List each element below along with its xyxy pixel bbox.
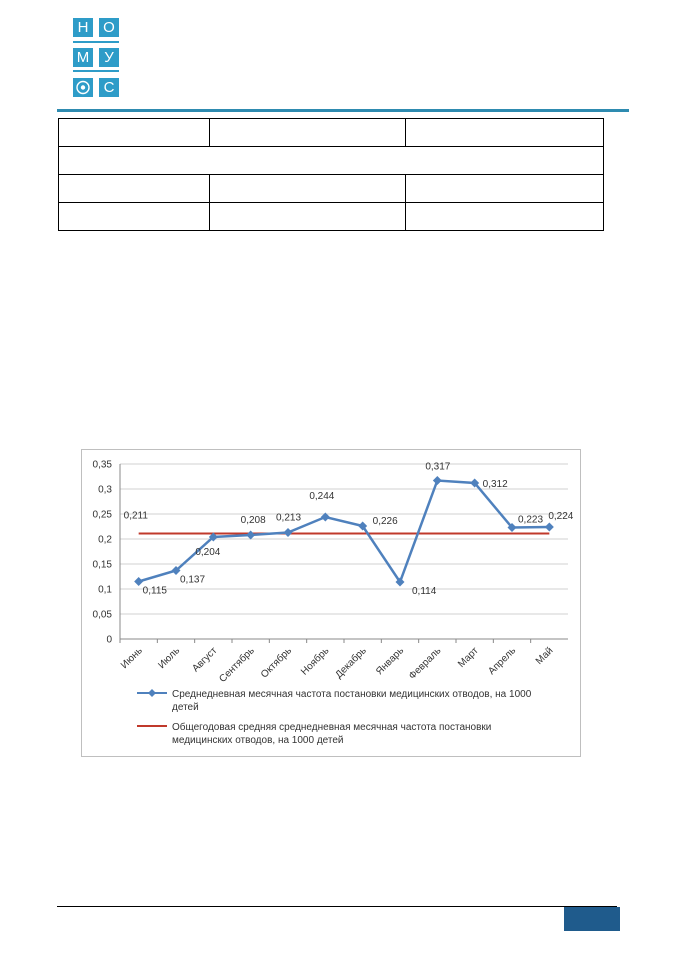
nomus-logo xyxy=(73,18,119,102)
chart-legend xyxy=(137,689,532,746)
table-row xyxy=(59,203,604,231)
table-cell xyxy=(406,119,604,147)
legend-series-text: детей xyxy=(172,702,199,713)
table-cell xyxy=(406,203,604,231)
y-tick-label: 0,15 xyxy=(92,559,112,571)
chart-gridlines xyxy=(120,461,568,643)
y-tick-label: 0,35 xyxy=(92,459,112,471)
table-cell xyxy=(59,147,604,175)
data-label: 0,213 xyxy=(276,512,302,524)
table-row xyxy=(59,147,604,175)
table-cell xyxy=(210,203,406,231)
y-tick-label: 0,1 xyxy=(98,584,112,596)
data-label: 0,224 xyxy=(548,511,574,522)
table-cell xyxy=(59,175,210,203)
x-tick-label: Май xyxy=(533,645,556,667)
page-number-box xyxy=(564,907,620,931)
table-cell xyxy=(210,119,406,147)
logo-letter: М xyxy=(73,48,93,67)
data-label: 0,312 xyxy=(482,479,508,490)
x-tick-label: Август xyxy=(190,645,220,675)
y-tick-label: 0,25 xyxy=(92,509,112,521)
legend-average-text: Общегодовая средняя среднедневная месячная частота постановки xyxy=(172,722,492,733)
logo-emblem-icon xyxy=(73,78,93,97)
x-tick-label: Октябрь xyxy=(258,645,295,681)
chart-container xyxy=(81,449,581,757)
legend-series-text: Среднедневная месячная частота постановки медицинских отводов, на 1000 xyxy=(172,689,532,700)
x-tick-label: Январь xyxy=(374,645,407,678)
data-point-marker xyxy=(433,476,442,485)
data-label: 0,317 xyxy=(425,461,451,473)
data-point-marker xyxy=(545,523,554,532)
data-label: 0,244 xyxy=(309,491,335,502)
data-label: 0,115 xyxy=(142,585,167,597)
data-labels xyxy=(124,462,574,598)
logo-divider xyxy=(73,70,119,72)
table-cell xyxy=(59,119,210,147)
logo-divider xyxy=(73,41,119,43)
legend-marker-diamond xyxy=(148,689,156,697)
y-tick-label: 0,05 xyxy=(92,609,112,621)
x-tick-label: Июль xyxy=(156,645,183,672)
x-axis-ticks xyxy=(119,645,555,685)
x-tick-label: Июнь xyxy=(119,645,145,672)
data-label: 0,137 xyxy=(180,574,206,586)
logo-letter: О xyxy=(99,18,119,37)
average-data-label: 0,211 xyxy=(123,510,148,522)
table-row xyxy=(59,119,604,147)
data-point-marker xyxy=(284,528,293,537)
series-line xyxy=(139,481,550,583)
line-chart xyxy=(82,450,580,756)
x-tick-label: Декабрь xyxy=(333,645,369,681)
y-axis-ticks xyxy=(93,460,113,646)
x-tick-label: Февраль xyxy=(406,645,444,682)
data-label: 0,226 xyxy=(372,516,398,527)
data-table xyxy=(58,118,604,231)
data-point-marker xyxy=(246,531,255,540)
logo-letter: С xyxy=(99,78,119,97)
y-tick-label: 0,2 xyxy=(98,534,112,546)
table-row xyxy=(59,175,604,203)
x-tick-label: Март xyxy=(456,645,481,671)
legend-average-text: медицинских отводов, на 1000 детей xyxy=(172,735,344,746)
y-tick-label: 0 xyxy=(106,634,112,646)
table-cell xyxy=(59,203,210,231)
header-rule xyxy=(57,109,629,112)
logo-letter: Н xyxy=(73,18,93,37)
data-label: 0,114 xyxy=(412,586,437,597)
table-cell xyxy=(210,175,406,203)
data-label: 0,223 xyxy=(518,514,544,526)
footer-rule xyxy=(57,906,617,907)
x-tick-label: Сентябрь xyxy=(217,645,257,685)
table-cell xyxy=(406,175,604,203)
monthly-series xyxy=(134,476,554,587)
data-label: 0,208 xyxy=(240,515,266,526)
x-tick-label: Апрель xyxy=(486,645,519,678)
logo-letter: У xyxy=(99,48,119,67)
data-label: 0,204 xyxy=(195,547,221,558)
y-tick-label: 0,3 xyxy=(98,484,112,496)
x-tick-label: Ноябрь xyxy=(299,645,332,678)
